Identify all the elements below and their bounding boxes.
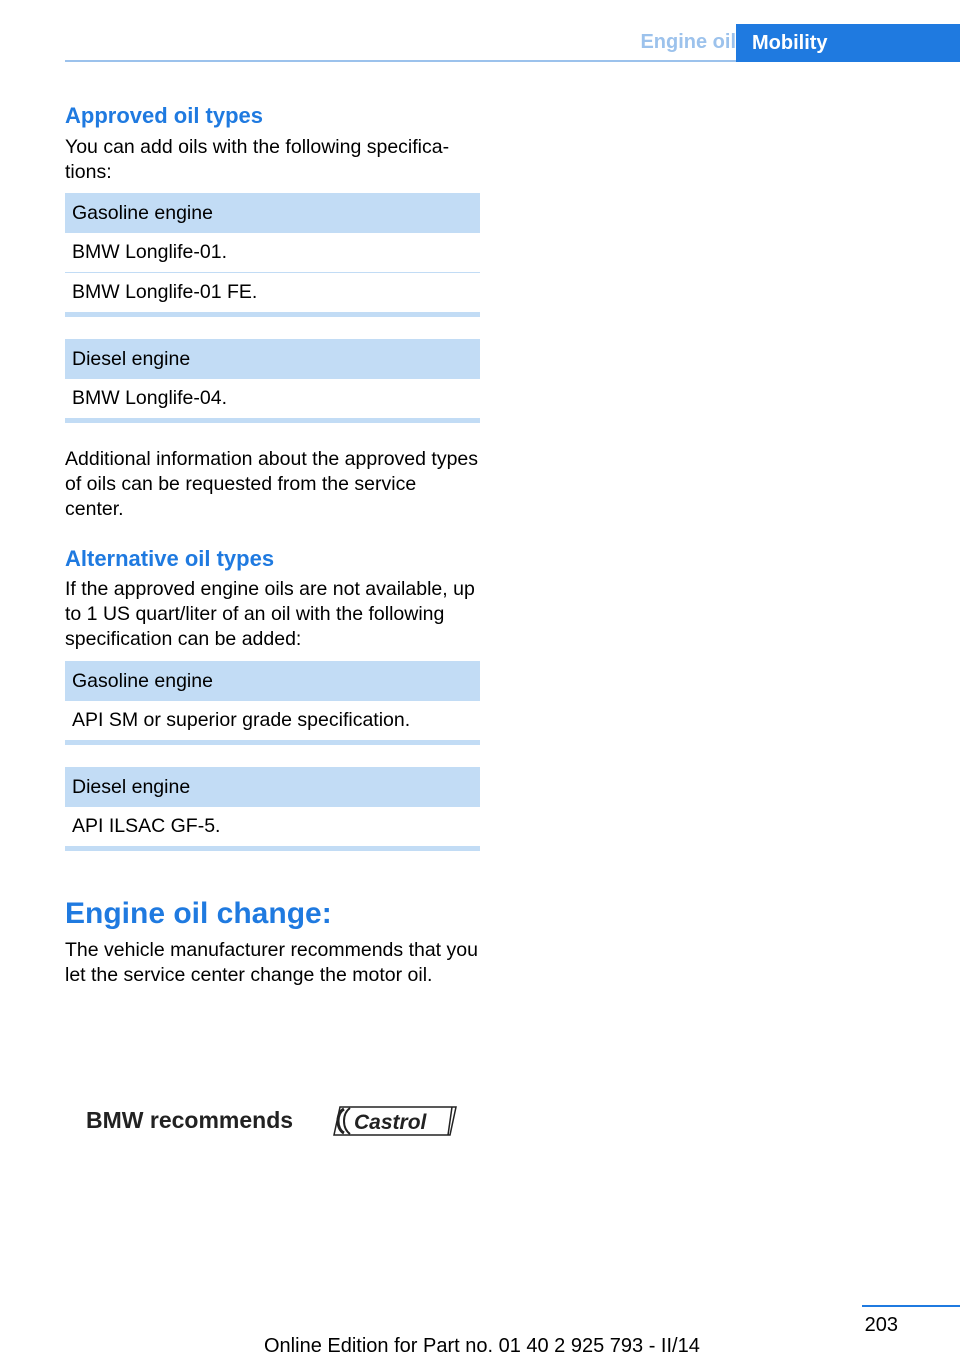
edition-footer: Online Edition for Part no. 01 40 2 925 793 - II/14 <box>264 1335 700 1357</box>
approved-note-block <box>65 447 480 522</box>
approved-gasoline-table <box>65 193 480 317</box>
table-row: API ILSAC GF-5. <box>72 815 221 837</box>
table-row: BMW Longlife-01 FE. <box>72 281 258 303</box>
page-number-rule <box>862 1305 960 1307</box>
oil-change-section <box>65 896 480 988</box>
table-row: API SM or superior grade specification. <box>72 709 411 731</box>
castrol-logo-icon <box>330 1103 458 1139</box>
approved-title: Approved oil types <box>65 103 264 128</box>
alternative-title: Alternative oil types <box>65 546 275 571</box>
table-footer-rule <box>65 846 480 851</box>
table-header: Gasoline engine <box>65 193 480 233</box>
header-section-title: Engine oil <box>640 31 736 53</box>
alternative-intro: If the approved engine oils are not available, up to 1 US quart/liter of an oil with the following specification can be added: <box>65 578 475 650</box>
castrol-brand-text: Castrol <box>354 1111 427 1134</box>
alternative-diesel-table <box>65 767 480 851</box>
table-footer-rule <box>65 740 480 745</box>
oil-change-text: The vehicle manufacturer recommends that you let the service center change the motor oil. <box>65 939 478 986</box>
table-footer-rule <box>65 418 480 423</box>
approved-note: Additional information about the approved types of oils can be requested from the service center. <box>65 448 479 520</box>
table-header: Gasoline engine <box>65 661 480 701</box>
approved-intro-line1: You can add oils with the following specifica- <box>65 136 450 158</box>
table-row: BMW Longlife-01. <box>65 233 480 273</box>
page-number: 203 <box>864 1314 898 1336</box>
table-row: BMW Longlife-04. <box>72 387 227 409</box>
alternative-section <box>65 545 480 652</box>
approved-intro <box>65 135 480 185</box>
approved-intro-line2: tions: <box>65 161 112 183</box>
oil-change-title: Engine oil change: <box>65 897 332 930</box>
alternative-gasoline-table <box>65 661 480 745</box>
table-header: Diesel engine <box>65 767 480 807</box>
table-header: Diesel engine <box>65 339 480 379</box>
header-chapter-tab: Mobility <box>736 24 960 62</box>
recommendation-text: BMW recommends <box>86 1107 294 1133</box>
approved-diesel-table <box>65 339 480 423</box>
approved-section <box>65 102 480 185</box>
table-footer-rule <box>65 312 480 317</box>
